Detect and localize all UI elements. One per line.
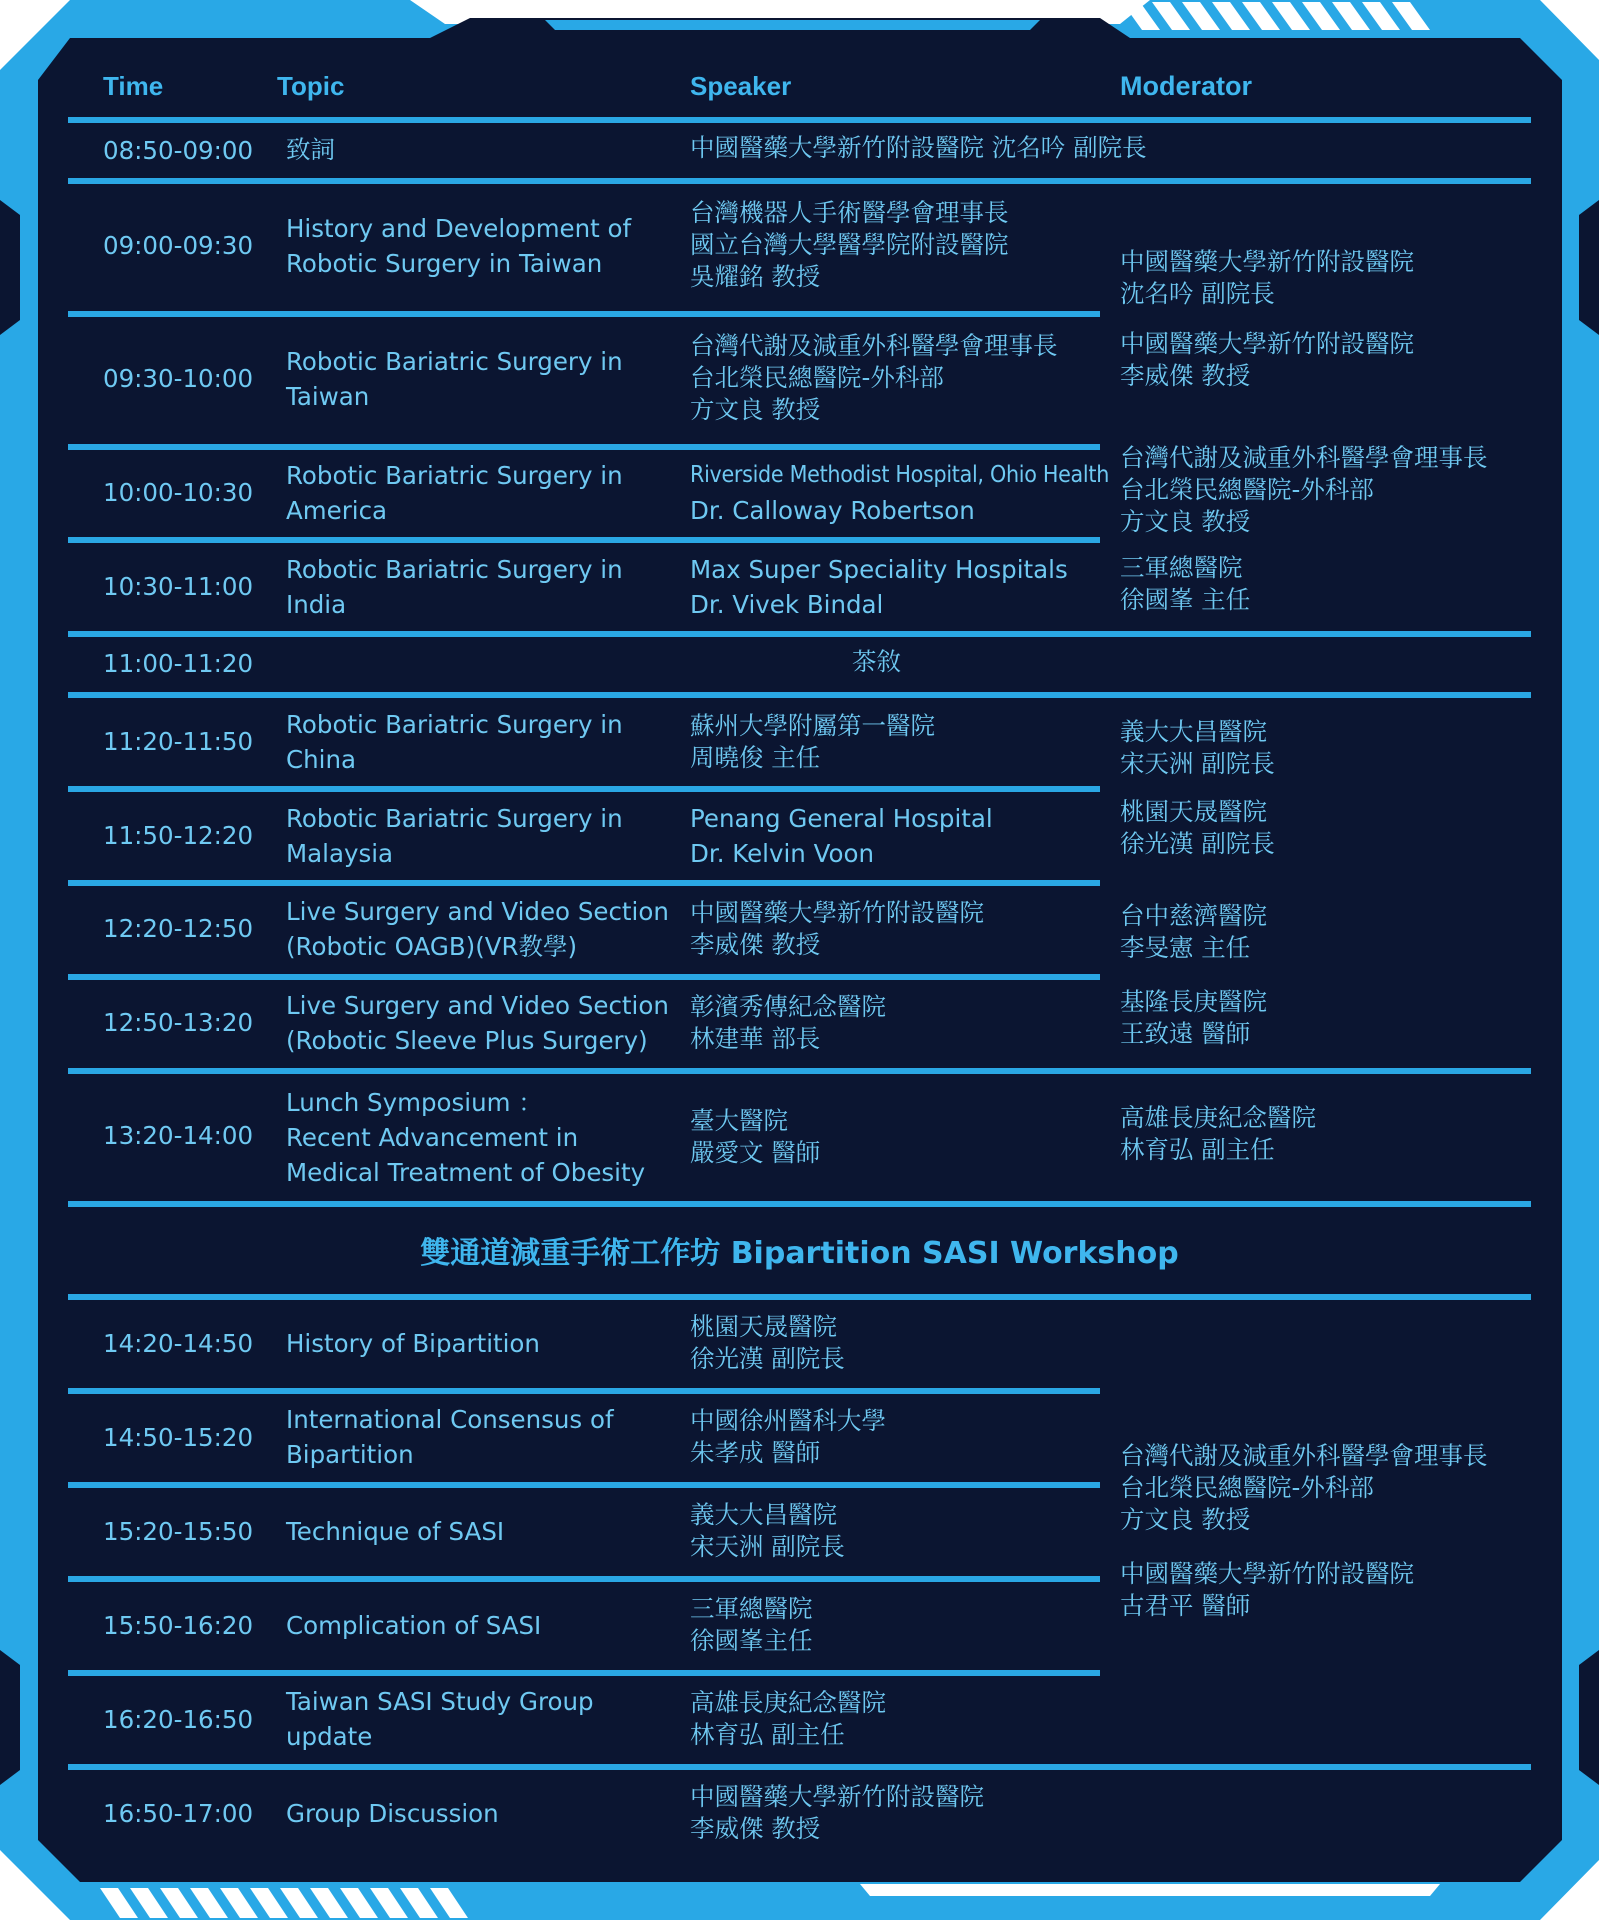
topic-line: India	[286, 590, 347, 619]
moderator-line: 台灣代謝及減重外科醫學會理事長	[1120, 1441, 1488, 1470]
divider	[68, 1388, 1100, 1394]
speaker-line: 台灣機器人手術醫學會理事長	[690, 198, 1009, 227]
moderator-cell	[1120, 716, 1275, 780]
time-cell: 10:30-11:00	[103, 572, 254, 601]
speaker-line: Dr. Vivek Bindal	[690, 590, 884, 619]
divider	[68, 1576, 1100, 1582]
speaker-line: 方文良 教授	[690, 395, 821, 424]
moderator-line: 中國醫藥大學新竹附設醫院	[1120, 247, 1414, 276]
topic-line: Medical Treatment of Obesity	[286, 1158, 646, 1187]
moderator-line: 桃園天晟醫院	[1120, 797, 1267, 826]
header-time: Time	[103, 71, 164, 101]
moderator-cell	[1120, 986, 1267, 1050]
moderator-cell	[1120, 552, 1250, 616]
topic-cell	[286, 458, 623, 528]
moderator-line: 王致遠 醫師	[1120, 1019, 1251, 1048]
speaker-line: 三軍總醫院	[690, 1594, 813, 1623]
topic-cell	[286, 1085, 645, 1190]
speaker-line: 周曉俊 主任	[690, 743, 821, 772]
speaker-cell	[690, 801, 993, 871]
speaker-line: 彰濱秀傳紀念醫院	[690, 992, 886, 1021]
break-label: 茶敘	[852, 647, 901, 676]
speaker-line: Dr. Kelvin Voon	[690, 839, 874, 868]
topic-line: update	[286, 1722, 373, 1751]
topic-cell: 致詞	[286, 135, 335, 164]
topic-cell	[286, 894, 669, 964]
speaker-line: 台北榮民總醫院-外科部	[690, 363, 944, 392]
time-cell: 10:00-10:30	[103, 478, 254, 507]
moderator-line: 徐光漢 副院長	[1120, 829, 1275, 858]
topic-cell: Technique of SASI	[286, 1517, 505, 1546]
divider	[68, 444, 1100, 450]
topic-line: Robotic Bariatric Surgery in	[286, 555, 623, 584]
moderator-line: 宋天洲 副院長	[1120, 749, 1275, 778]
moderator-line: 徐國峯 主任	[1120, 585, 1251, 614]
topic-cell: Group Discussion	[286, 1799, 499, 1828]
divider	[68, 1201, 1531, 1207]
moderator-cell	[1120, 328, 1414, 392]
time-cell: 15:20-15:50	[103, 1517, 254, 1546]
topic-cell: Complication of SASI	[286, 1611, 542, 1640]
topic-line: Recent Advancement in	[286, 1123, 579, 1152]
topic-line: Robotic Bariatric Surgery in	[286, 347, 623, 376]
speaker-line: Penang General Hospital	[690, 804, 993, 833]
divider	[68, 631, 1531, 637]
moderator-line: 李旻憲 主任	[1120, 933, 1251, 962]
divider	[68, 974, 1100, 980]
time-cell: 15:50-16:20	[103, 1611, 254, 1640]
topic-line: International Consensus of	[286, 1405, 614, 1434]
time-cell: 08:50-09:00	[103, 136, 254, 165]
topic-cell	[286, 344, 623, 414]
moderator-line: 台北榮民總醫院-外科部	[1120, 475, 1374, 504]
divider	[68, 537, 1100, 543]
moderator-line: 台灣代謝及減重外科醫學會理事長	[1120, 443, 1488, 472]
moderator-cell	[1120, 796, 1275, 860]
moderator-line: 古君平 醫師	[1120, 1591, 1251, 1620]
topic-line: Malaysia	[286, 839, 394, 868]
divider	[68, 1670, 1100, 1676]
speaker-line: Max Super Speciality Hospitals	[690, 555, 1068, 584]
moderator-line: 義大大昌醫院	[1120, 717, 1267, 746]
topic-line: History and Development of	[286, 214, 632, 243]
speaker-line: 林育弘 副主任	[690, 1720, 845, 1749]
speaker-cell: 中國醫藥大學新竹附設醫院 沈名吟 副院長	[690, 133, 1147, 162]
speaker-line: 林建華 部長	[690, 1024, 821, 1053]
topic-line: Live Surgery and Video Section	[286, 897, 669, 926]
moderator-cell	[1120, 246, 1414, 310]
moderator-line: 高雄長庚紀念醫院	[1120, 1103, 1316, 1132]
topic-line: Lunch Symposium ：	[286, 1088, 543, 1117]
topic-line: Taiwan	[286, 382, 370, 411]
workshop-title: 雙通道減重手術工作坊 Bipartition SASI Workshop	[420, 1236, 1179, 1271]
speaker-line: 朱孝成 醫師	[690, 1438, 821, 1467]
divider	[68, 1294, 1531, 1300]
topic-line: (Robotic Sleeve Plus Surgery)	[286, 1026, 648, 1055]
time-cell: 13:20-14:00	[103, 1121, 254, 1150]
speaker-cell	[690, 197, 1009, 293]
moderator-line: 台北榮民總醫院-外科部	[1120, 1473, 1374, 1502]
speaker-cell	[690, 1781, 984, 1845]
time-cell: 09:30-10:00	[103, 364, 254, 393]
topic-line: Taiwan SASI Study Group	[286, 1687, 594, 1716]
divider	[68, 1068, 1531, 1074]
speaker-line: 李威傑 教授	[690, 1814, 821, 1843]
topic-cell	[286, 552, 623, 622]
speaker-line: 國立台灣大學醫學院附設醫院	[690, 230, 1009, 259]
speaker-line: 中國徐州醫科大學	[690, 1406, 886, 1435]
speaker-cell	[690, 1687, 886, 1751]
speaker-line: 李威傑 教授	[690, 930, 821, 959]
topic-line: (Robotic OAGB)(VR教學)	[286, 932, 578, 961]
moderator-line: 基隆長庚醫院	[1120, 987, 1267, 1016]
moderator-cell	[1120, 442, 1488, 538]
time-cell: 12:20-12:50	[103, 914, 254, 943]
topic-cell	[286, 1402, 614, 1472]
speaker-line: 中國醫藥大學新竹附設醫院	[690, 1782, 984, 1811]
moderator-line: 林育弘 副主任	[1120, 1135, 1275, 1164]
speaker-cell	[690, 330, 1058, 426]
speaker-line: Riverside Methodist Hospital, Ohio Health	[690, 462, 1110, 488]
topic-line: Robotic Surgery in Taiwan	[286, 249, 603, 278]
moderator-line: 方文良 教授	[1120, 1505, 1251, 1534]
topic-line: China	[286, 745, 356, 774]
time-cell: 16:50-17:00	[103, 1799, 254, 1828]
moderator-cell	[1120, 1558, 1414, 1622]
speaker-line: 中國醫藥大學新竹附設醫院	[690, 898, 984, 927]
speaker-cell	[690, 710, 935, 774]
topic-cell	[286, 801, 623, 871]
time-cell: 11:50-12:20	[103, 821, 254, 850]
moderator-line: 中國醫藥大學新竹附設醫院	[1120, 329, 1414, 358]
time-cell: 12:50-13:20	[103, 1008, 254, 1037]
topic-line: Robotic Bariatric Surgery in	[286, 461, 623, 490]
speaker-line: 吳耀銘 教授	[690, 262, 821, 291]
speaker-cell	[690, 1499, 845, 1563]
time-cell: 14:20-14:50	[103, 1329, 254, 1358]
topic-line: Live Surgery and Video Section	[286, 991, 669, 1020]
speaker-line: 嚴愛文 醫師	[690, 1138, 821, 1167]
divider	[68, 880, 1100, 886]
moderator-line: 方文良 教授	[1120, 507, 1251, 536]
speaker-line: 徐國峯主任	[690, 1626, 813, 1655]
topic-line: Bipartition	[286, 1440, 414, 1469]
speaker-line: 宋天洲 副院長	[690, 1532, 845, 1561]
topic-line: Robotic Bariatric Surgery in	[286, 710, 623, 739]
speaker-cell	[690, 1311, 845, 1375]
speaker-cell	[690, 1593, 813, 1657]
time-cell: 14:50-15:20	[103, 1423, 254, 1452]
time-cell: 09:00-09:30	[103, 231, 254, 260]
speaker-cell	[690, 1105, 820, 1169]
speaker-cell	[690, 552, 1068, 622]
speaker-cell	[690, 897, 984, 961]
divider	[68, 1482, 1100, 1488]
time-cell: 11:20-11:50	[103, 727, 254, 756]
topic-cell	[286, 707, 623, 777]
speaker-line: 台灣代謝及減重外科醫學會理事長	[690, 331, 1058, 360]
speaker-line: Dr. Calloway Robertson	[690, 496, 975, 525]
speaker-line: 徐光漢 副院長	[690, 1344, 845, 1373]
speaker-line: 桃園天晟醫院	[690, 1312, 837, 1341]
moderator-cell	[1120, 1102, 1316, 1166]
divider	[68, 786, 1100, 792]
speaker-line: 蘇州大學附屬第一醫院	[690, 711, 935, 740]
divider	[68, 311, 1100, 317]
topic-line: Robotic Bariatric Surgery in	[286, 804, 623, 833]
moderator-line: 台中慈濟醫院	[1120, 901, 1267, 930]
divider	[68, 117, 1531, 123]
moderator-line: 中國醫藥大學新竹附設醫院	[1120, 1559, 1414, 1588]
header-speaker: Speaker	[690, 71, 792, 101]
speaker-line: 高雄長庚紀念醫院	[690, 1688, 886, 1717]
speaker-cell	[690, 991, 886, 1055]
speaker-cell	[690, 1405, 886, 1469]
moderator-line: 李威傑 教授	[1120, 361, 1251, 390]
header-topic: Topic	[277, 71, 345, 101]
divider	[68, 1764, 1531, 1770]
moderator-line: 沈名吟 副院長	[1120, 279, 1275, 308]
time-cell: 11:00-11:20	[103, 649, 254, 678]
moderator-cell	[1120, 1440, 1488, 1536]
time-cell: 16:20-16:50	[103, 1705, 254, 1734]
topic-cell	[286, 211, 631, 281]
divider	[68, 692, 1531, 698]
speaker-cell	[690, 458, 1109, 528]
speaker-line: 臺大醫院	[690, 1106, 788, 1135]
moderator-line: 三軍總醫院	[1120, 553, 1243, 582]
topic-cell: History of Bipartition	[286, 1329, 540, 1358]
topic-line: America	[286, 496, 388, 525]
moderator-cell	[1120, 900, 1267, 964]
speaker-line: 義大大昌醫院	[690, 1500, 837, 1529]
topic-cell	[286, 1684, 594, 1754]
divider	[68, 178, 1531, 184]
header-moderator: Moderator	[1120, 71, 1253, 101]
topic-cell	[286, 988, 669, 1058]
